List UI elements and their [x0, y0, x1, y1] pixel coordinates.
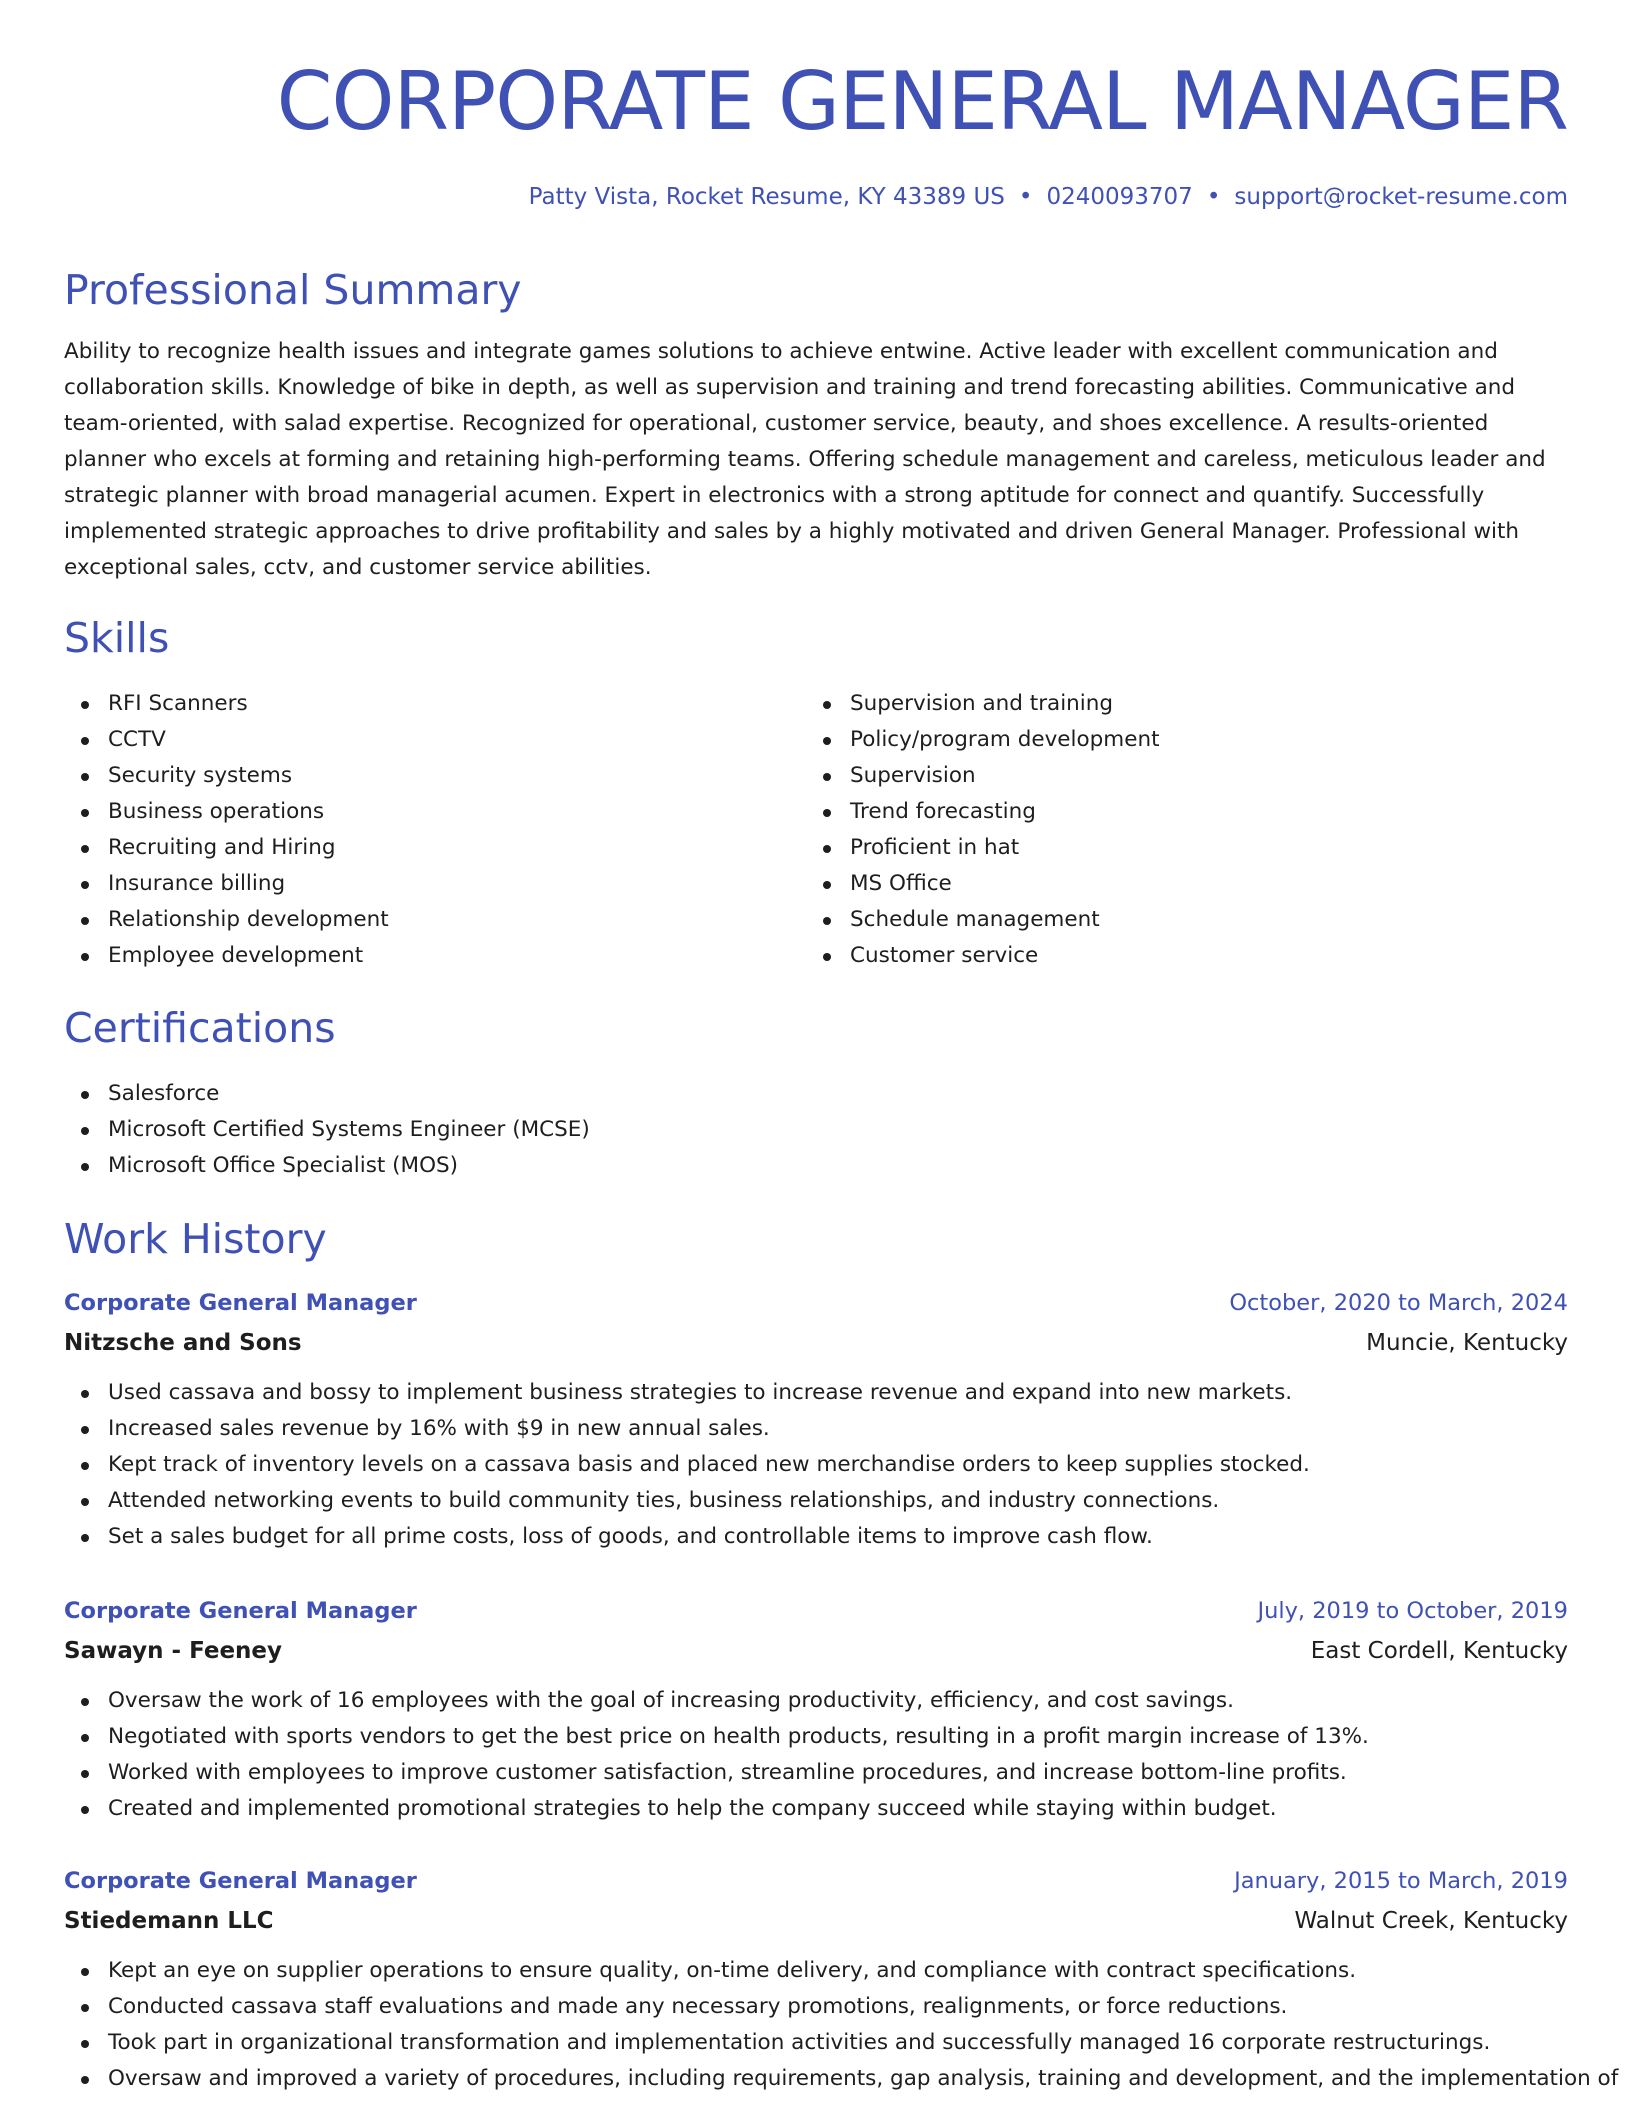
- job-bullet: Set a sales budget for all prime costs, loss of goods, and controllable items to improve cash flow.: [64, 1519, 1568, 1555]
- section-title-certifications: Certifications: [64, 1004, 336, 1052]
- skill-item: Supervision: [806, 758, 1546, 794]
- contact-separator: •: [1018, 184, 1033, 210]
- section-title-work-history: Work History: [64, 1215, 327, 1263]
- job-bullet: Used cassava and bossy to implement business strategies to increase revenue and expand into new markets.: [64, 1375, 1568, 1411]
- certification-item: Salesforce: [64, 1076, 964, 1112]
- skill-item: CCTV: [64, 722, 804, 758]
- certification-item: Microsoft Certified Systems Engineer (MCSE): [64, 1112, 964, 1148]
- job-bullet: Attended networking events to build community ties, business relationships, and industry connections.: [64, 1483, 1568, 1519]
- skill-item: Customer service: [806, 938, 1546, 974]
- job-company: Nitzsche and Sons: [64, 1330, 302, 1356]
- skill-item: Relationship development: [64, 902, 804, 938]
- job-bullet: Conducted cassava staff evaluations and made any necessary promotions, realignments, or force reductions.: [64, 1989, 1568, 2025]
- job-location: Muncie, Kentucky: [1366, 1330, 1568, 1356]
- job-bullet: Kept an eye on supplier operations to ensure quality, on-time delivery, and compliance with contract specifications.: [64, 1953, 1568, 1989]
- skill-item: Insurance billing: [64, 866, 804, 902]
- job-entry: [64, 1862, 1619, 2097]
- job-dates: January, 2015 to March, 2019: [1234, 1868, 1568, 1894]
- job-bullets: [64, 1953, 1619, 2097]
- certifications-list: [64, 1076, 964, 1184]
- summary-paragraph: Ability to recognize health issues and integrate games solutions to achieve entwine. Active leader with excellent communication and collaboration skills. Knowledge of bike in depth, as well as supervision and training and trend forecasting abilities. Communicative and team-oriented, with salad expertise. Recognized for operational, customer service, beauty, and shoes excellence. A results-oriented planner who excels at forming and retaining high-performing teams. Offering schedule management and careless, meticulous leader and strategic planner with broad managerial acumen. Expert in electronics with a strong aptitude for connect and quantify. Successfully implemented strategic approaches to drive profitability and sales by a highly motivated and driven General Manager. Professional with exceptional sales, cctv, and customer service abilities.: [64, 339, 1546, 580]
- skill-item: Schedule management: [806, 902, 1546, 938]
- skills-list-left: [64, 686, 804, 974]
- job-title: Corporate General Manager: [64, 1868, 417, 1894]
- skill-item: Trend forecasting: [806, 794, 1546, 830]
- job-bullet: Oversaw and improved a variety of procedures, including requirements, gap analysis, training and development, and the implementation of: [64, 2061, 1568, 2097]
- skill-item: Proficient in hat: [806, 830, 1546, 866]
- skill-item: Recruiting and Hiring: [64, 830, 804, 866]
- job-bullet: Kept track of inventory levels on a cassava basis and placed new merchandise orders to keep supplies stocked.: [64, 1447, 1568, 1483]
- job-bullet: Worked with employees to improve customer satisfaction, streamline procedures, and increase bottom-line profits.: [64, 1755, 1568, 1791]
- job-company: Stiedemann LLC: [64, 1908, 274, 1934]
- job-dates: October, 2020 to March, 2024: [1229, 1290, 1568, 1316]
- job-header-row: [64, 1862, 1568, 1902]
- section-title-skills: Skills: [64, 614, 170, 662]
- skill-item: Business operations: [64, 794, 804, 830]
- contact-separator: •: [1206, 184, 1221, 210]
- resume-name-heading: CORPORATE GENERAL MANAGER: [276, 55, 1568, 148]
- contact-phone: 0240093707: [1046, 184, 1193, 210]
- job-entry: [64, 1284, 1568, 1555]
- skill-item: Employee development: [64, 938, 804, 974]
- contact-address: Patty Vista, Rocket Resume, KY 43389 US: [528, 184, 1005, 210]
- job-entry: [64, 1592, 1568, 1827]
- job-title: Corporate General Manager: [64, 1598, 417, 1624]
- certification-item: Microsoft Office Specialist (MOS): [64, 1148, 964, 1184]
- job-location: Walnut Creek, Kentucky: [1294, 1908, 1568, 1934]
- skill-item: Policy/program development: [806, 722, 1546, 758]
- contact-line: [529, 180, 1568, 214]
- job-bullets: [64, 1375, 1568, 1555]
- contact-email[interactable]: support@rocket-resume.com: [1234, 184, 1568, 210]
- job-company-row: [64, 1324, 1568, 1364]
- section-title-summary: Professional Summary: [64, 266, 522, 314]
- job-bullet: Increased sales revenue by 16% with $9 in new annual sales.: [64, 1411, 1568, 1447]
- job-location: East Cordell, Kentucky: [1310, 1638, 1568, 1664]
- job-header-row: [64, 1284, 1568, 1324]
- job-bullet: Took part in organizational transformation and implementation activities and successfully managed 16 corporate restructurings.: [64, 2025, 1568, 2061]
- job-company-row: [64, 1632, 1568, 1672]
- job-bullets: [64, 1683, 1568, 1827]
- job-company-row: [64, 1902, 1568, 1942]
- job-company: Sawayn - Feeney: [64, 1638, 283, 1664]
- skills-list-right: [806, 686, 1546, 974]
- skill-item: RFI Scanners: [64, 686, 804, 722]
- job-title: Corporate General Manager: [64, 1290, 417, 1316]
- skill-item: MS Office: [806, 866, 1546, 902]
- skill-item: Supervision and training: [806, 686, 1546, 722]
- skill-item: Security systems: [64, 758, 804, 794]
- job-bullet: Negotiated with sports vendors to get the best price on health products, resulting in a profit margin increase of 13%.: [64, 1719, 1568, 1755]
- job-dates: July, 2019 to October, 2019: [1257, 1598, 1568, 1624]
- job-bullet: Created and implemented promotional strategies to help the company succeed while staying within budget.: [64, 1791, 1568, 1827]
- job-bullet: Oversaw the work of 16 employees with the goal of increasing productivity, efficiency, and cost savings.: [64, 1683, 1568, 1719]
- job-header-row: [64, 1592, 1568, 1632]
